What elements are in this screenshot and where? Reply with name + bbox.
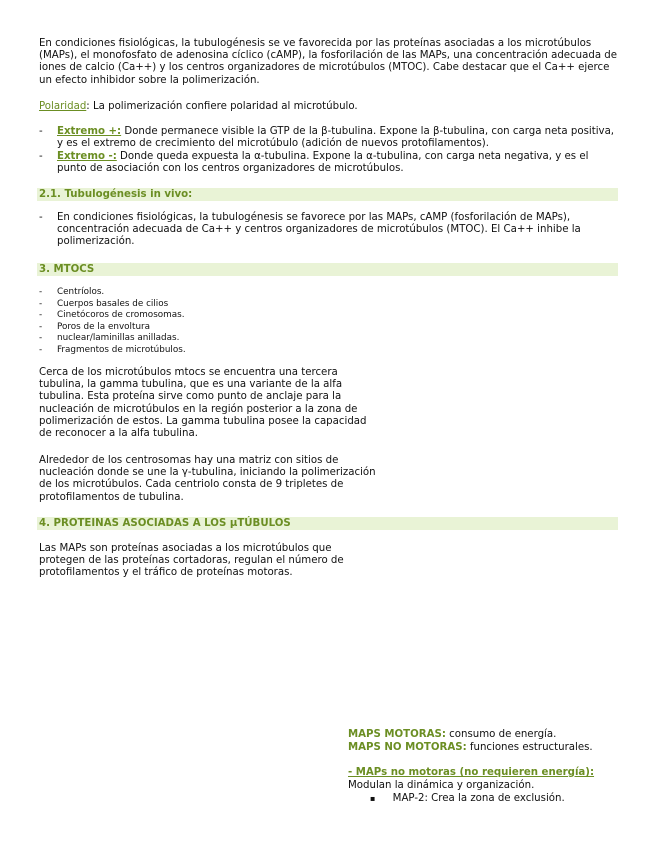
section21-item	[39, 212, 619, 250]
section-heading-4: 4. PROTEINAS ASOCIADAS A LOS µTÚBULOS	[37, 517, 618, 530]
maps-motoras-line	[348, 729, 628, 742]
maps-paragraph: Las MAPs son proteínas asociadas a los microtúbulos que protegen de las proteínas cortadoras, regulan el número de protofilamentos y el tráfico de proteínas motoras.	[39, 543, 344, 579]
extreme-minus-item	[39, 151, 619, 177]
intro-paragraph: En condiciones fisiológicas, la tubulogénesis se ve favorecida por las proteínas asociadas a los microtúbulos (MAPs), el monofosfato de adenosina cíclico (cAMP), la fosforilación de las MAPs, una concentración adecuada de iones de calcio (Ca++) y los centros organizadores de microtúbulos (MTOC). Cabe destacar que el Ca++ ejerce un efecto inhibidor sobre la polimerización.	[39, 38, 618, 86]
maps-motoras-label: MAPS MOTORAS:	[348, 729, 446, 740]
maps-no-motoras-heading: - MAPs no motoras (no requieren energía):	[348, 767, 595, 778]
maps-modulan-line: Modulan la dinámica y organización.	[348, 780, 535, 791]
list-dash: -	[39, 126, 43, 137]
maps-no-motoras-text: funciones estructurales.	[466, 742, 593, 753]
maps-no-motoras-label: MAPS NO MOTORAS:	[348, 742, 467, 753]
extreme-minus-text: Donde queda expuesta la α-tubulina. Expone la α-tubulina, con carga neta negativa, y es el punto de asociación con los centros organizadores de microtúbulos.	[57, 151, 589, 175]
extreme-minus-label: Extremo -:	[57, 151, 117, 162]
square-bullet-icon: ▪	[370, 794, 376, 803]
section-heading-3: 3. MTOCS	[37, 263, 618, 276]
maps-no-motoras-line	[348, 742, 628, 755]
list-dash: -	[39, 212, 43, 223]
extreme-plus-item	[39, 126, 619, 152]
polarity-text: : La polimerización confiere polaridad al microtúbulo.	[86, 101, 358, 112]
extreme-plus-text: Donde permanece visible la GTP de la β-tubulina. Expone la β-tubulina, con carga neta positiva, y es el extremo de crecimiento del microtúbulo (adición de nuevos protofilamentos).	[57, 126, 615, 150]
extreme-plus-label: Extremo +:	[57, 126, 122, 137]
map2-text: MAP-2: Crea la zona de exclusión.	[392, 793, 565, 804]
centrosome-paragraph: Alrededor de los centrosomas hay una matriz con sitios de nucleación donde se une la γ-tubulina, iniciando la polimerización de los microtúbulos. Cada centriolo consta de 9 tripletes de protofilamentos de tubulina.	[39, 455, 376, 503]
list-dash: -	[39, 151, 43, 162]
map2-item	[370, 793, 565, 806]
gamma-tubulin-paragraph: Cerca de los microtúbulos mtocs se encuentra una tercera tubulina, la gamma tubulina, que es una variante de la alfa tubulina. Esta proteína sirve como punto de anclaje para la nucleación de microtúbulos en la región posterior a la zona de polimerización de estos. La gamma tubulina posee la capacidad de reconocer a la alfa tubulina.	[39, 367, 367, 440]
section-heading-2-1: 2.1. Tubulogénesis in vivo:	[37, 188, 618, 201]
polarity-label: Polaridad	[39, 101, 87, 112]
polarity-paragraph	[39, 101, 619, 113]
maps-motoras-text: consumo de energía.	[445, 729, 557, 740]
document-page: En condiciones fisiológicas, la tubulogénesis se ve favorecida por las proteínas asociadas a los microtúbulos (MAPs), el monofosfato de adenosina cíclico (cAMP), la fosforilación de las MAPs, una concentración adecuada de iones de calcio (Ca++) y los centros organizadores de microtúbulos (MTOC). Cabe destacar que el Ca++ ejerce un efecto inhibidor sobre la polimerización. Polaridad: La polimerización confiere polaridad al microtúbulo. - Extremo +: Donde permanece visible la GTP de la β-tubulina. Expone la β-tubulina, con carga neta positiva, y es el extremo de crecimiento del microtúbulo (adición de nuevos protofilamentos). - Extremo -: Donde queda expuesta la α-tubulina. Expone la α-tubulina, con carga neta negativa, y es el punto de asociación con los centros organizadores de microtúbulos. 2.1. Tubulogénesis in vivo: - En condiciones fisiológicas, la tubulogénesis se favorece por las MAPs, cAMP (fosforilación de MAPs), concentración adecuada de Ca++ y centros organizadores de microtúbulos (MTOC). El Ca++ inhibe la polimerización. 3. MTOCS - Centríolos. - Cuerpos basales de cilios - Cinetócoros de cromosomas. - Poros de la envoltura - nuclear/laminillas anilladas. - Fragmentos de microtúbulos. Cerca de los microtúbulos mtocs se encuentra una tercera tubulina, la gamma tubulina, que es una variante de la alfa tubulina. Esta proteína sirve como punto de anclaje para la nucleación de microtúbulos en la región posterior a la zona de polimerización de estos. La gamma tubulina posee la capacidad de reconocer a la alfa tubulina. Alrededor de los centrosomas hay una matriz con sitios de nucleación donde se une la γ-tubulina, iniciando la polimerización de los microtúbulos. Cada centriolo consta de 9 tripletes de protofilamentos de tubulina. 4. PROTEINAS ASOCIADAS A LOS µTÚBULOS Las MAPs son proteínas asociadas a los microtúbulos que protegen de las proteínas cortadoras, regulan el número de protofilamentos y el tráfico de proteínas motoras. MAPS MOTORAS: consumo de energía. MAPS NO MOTORAS: funciones estructurales. - MAPs no motoras (no requieren energía): Modulan la dinámica y organización. ▪ MAP-2: Crea la zona de exclusión.	[0, 0, 655, 848]
section21-item-text: En condiciones fisiológicas, la tubulogénesis se favorece por las MAPs, cAMP (fosforilación de MAPs), concentración adecuada de Ca++ y centros organizadores de microtúbulos (MTOC). El Ca++ inhibe la polimerización.	[57, 212, 581, 248]
